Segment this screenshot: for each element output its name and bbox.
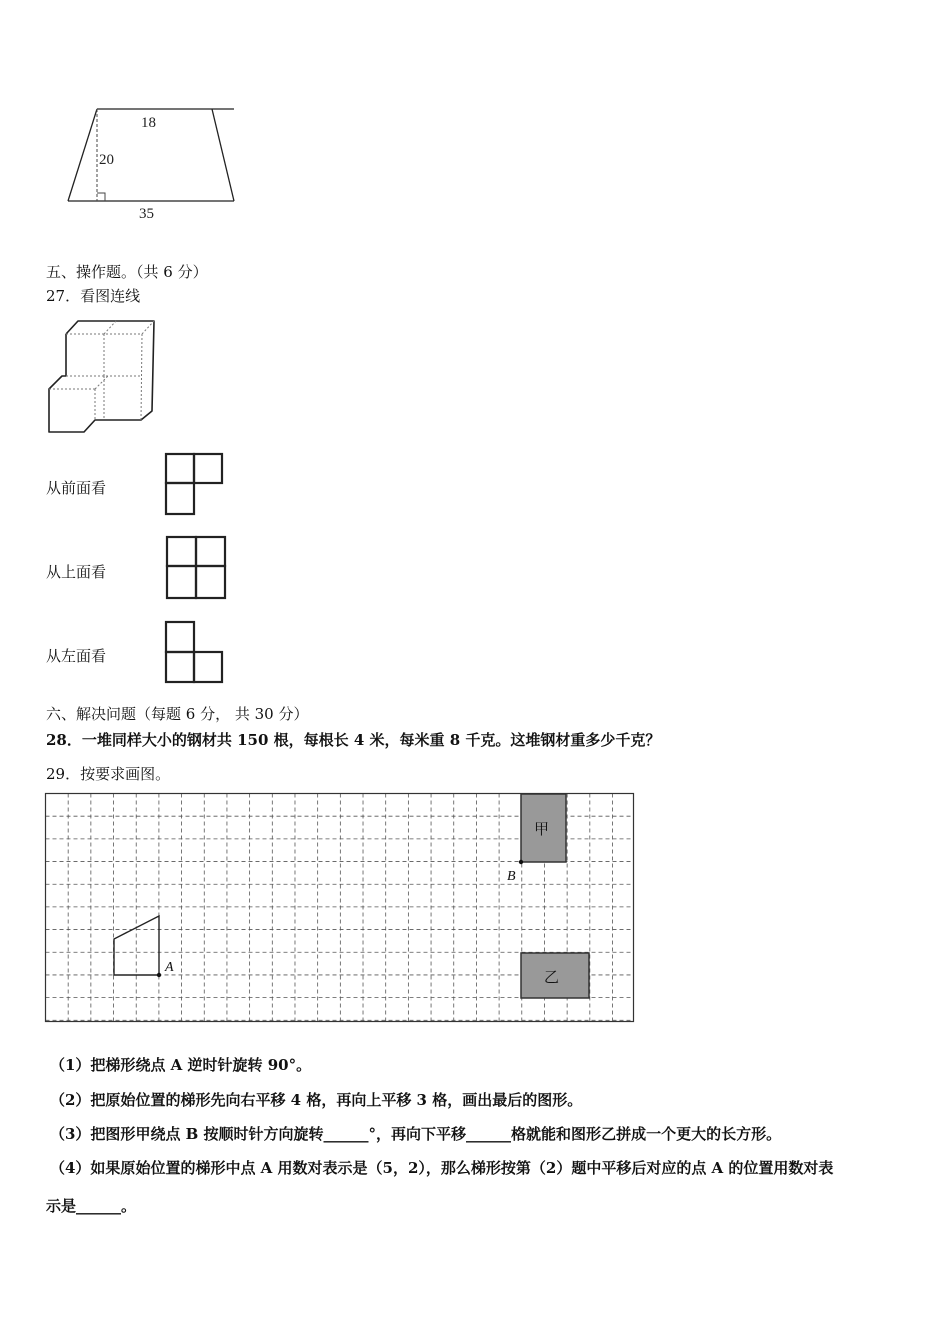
q29-sub4-line1: （4）如果原始位置的梯形中点 A 用数对表示是（5，2），那么梯形按第（2）题中平移后对应的点 A 的位置用数对表 xyxy=(50,1159,834,1177)
right-angle-mark xyxy=(97,193,105,201)
grid-trapezoid[interactable] xyxy=(114,916,159,975)
point-b[interactable] xyxy=(519,860,523,864)
q28-text: 28．一堆同样大小的钢材共 150 根，每根长 4 米，每米重 8 千克。这堆钢材重多少千克？ xyxy=(46,731,661,749)
top-view-shape[interactable] xyxy=(162,533,230,603)
view-label-front: 从前面看 xyxy=(46,479,107,497)
trapezoid-top-label: 18 xyxy=(141,115,156,131)
cube-stack-figure xyxy=(44,316,159,436)
trapezoid-figure xyxy=(60,100,250,225)
q29-sub2: （2）把原始位置的梯形先向右平移 4 格，再向上平移 3 格，画出最后的图形。 xyxy=(50,1091,583,1109)
q29-sub1: （1）把梯形绕点 A 逆时针旋转 90°。 xyxy=(50,1056,312,1074)
view-label-left: 从左面看 xyxy=(46,647,107,665)
q29-sub4-line2: 示是______。 xyxy=(46,1197,137,1215)
point-b-label: B xyxy=(507,869,516,884)
front-view-shape[interactable] xyxy=(162,450,226,520)
view-label-top: 从上面看 xyxy=(46,563,107,581)
trapezoid-height-label: 20 xyxy=(99,152,114,168)
section6-heading: 六、解决问题（每题 6 分， 共 30 分） xyxy=(46,705,309,723)
q27-title: 27．看图连线 xyxy=(46,287,141,305)
shape-yi-label: 乙 xyxy=(544,970,560,986)
q29-title: 29．按要求画图。 xyxy=(46,765,171,783)
point-a-label: A xyxy=(165,960,174,975)
left-view-shape[interactable] xyxy=(162,618,228,688)
grid-figure xyxy=(44,792,638,1026)
shape-jia-label: 甲 xyxy=(534,822,550,838)
trapezoid-bottom-label: 35 xyxy=(139,206,154,222)
point-a[interactable] xyxy=(157,973,161,977)
section5-heading: 五、操作题。（共 6 分） xyxy=(46,263,208,281)
q29-sub3: （3）把图形甲绕点 B 按顺时针方向旋转______°，再向下平移______格就能和图形乙拼成一个更大的长方形。 xyxy=(50,1125,782,1143)
